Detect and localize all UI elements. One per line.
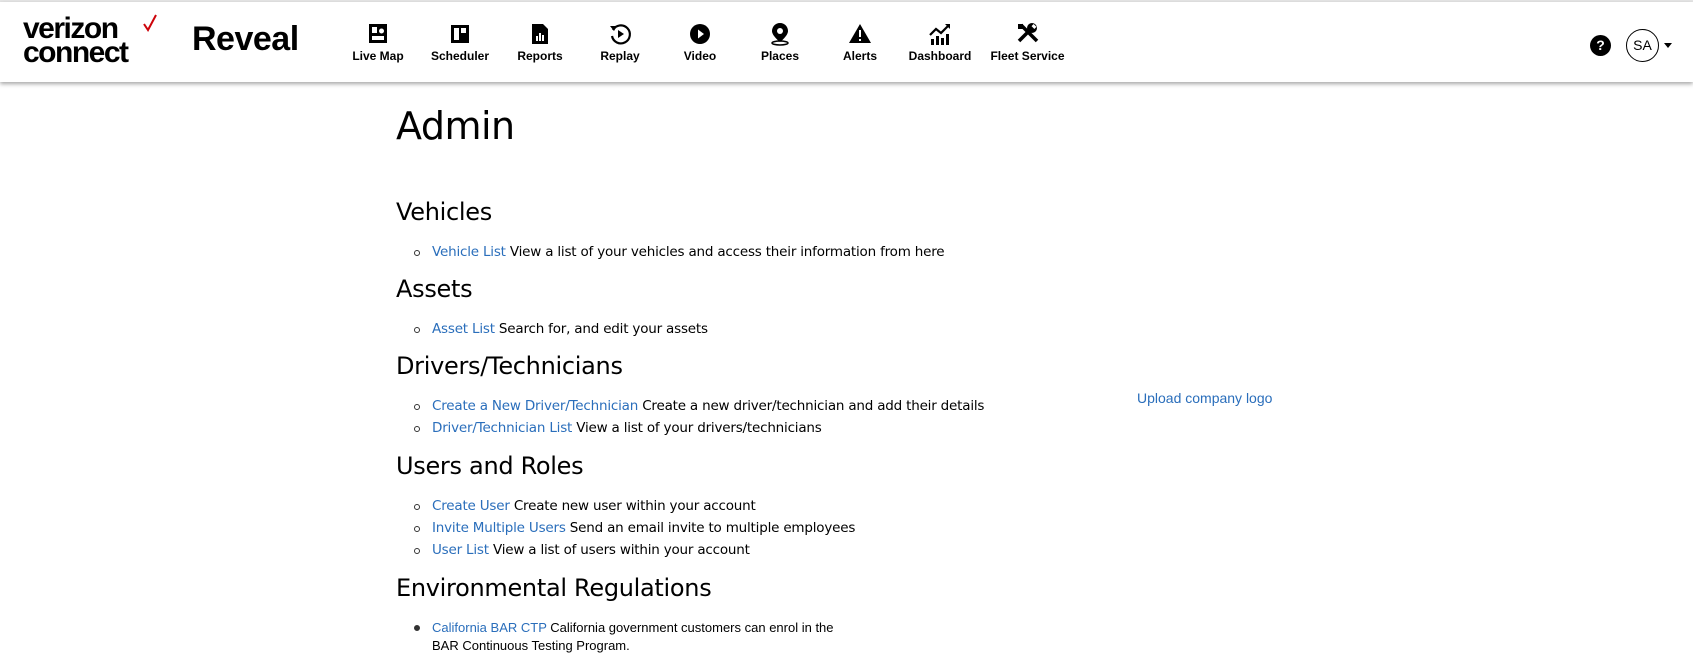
product-name: Reveal — [192, 20, 299, 58]
list-item — [432, 420, 822, 436]
list-item — [432, 321, 708, 337]
list-item — [432, 398, 984, 414]
nav-places[interactable] — [750, 22, 810, 63]
driver-list-link[interactable]: Driver/Technician List — [432, 420, 573, 436]
nav-label: Replay — [600, 49, 640, 63]
item-description: View a list of your vehicles and access their information from here — [509, 244, 945, 260]
reports-icon — [528, 22, 552, 46]
item-description: Create new user within your account — [513, 498, 756, 514]
nav-live-map[interactable] — [350, 22, 406, 63]
video-icon — [688, 22, 712, 46]
alerts-icon — [848, 22, 872, 46]
section-title-drivers: Drivers/Technicians — [396, 352, 623, 380]
logo-line-2: connect — [23, 36, 128, 69]
nav-dashboard[interactable] — [905, 22, 975, 63]
vehicle-list-link[interactable]: Vehicle List — [432, 244, 506, 260]
nav-fleet-service[interactable] — [985, 22, 1070, 63]
upload-company-logo-link[interactable]: Upload company logo — [1137, 390, 1273, 406]
nav-scheduler[interactable] — [425, 22, 495, 63]
fleet-service-icon — [1016, 22, 1040, 46]
nav-label: Dashboard — [908, 49, 972, 63]
nav-label: Places — [760, 49, 800, 63]
nav-label: Live Map — [352, 49, 404, 63]
list-item — [432, 520, 855, 536]
user-avatar[interactable]: SA — [1626, 29, 1659, 62]
section-title-users: Users and Roles — [396, 452, 584, 480]
top-navigation-bar — [0, 2, 1693, 82]
logo-check-icon — [143, 14, 157, 32]
logo-line-1: verizon — [23, 12, 118, 45]
nav-video[interactable] — [670, 22, 730, 63]
create-user-link[interactable]: Create User — [432, 498, 510, 514]
invite-multiple-users-link[interactable]: Invite Multiple Users — [432, 520, 566, 536]
chevron-down-icon[interactable] — [1664, 43, 1672, 48]
replay-icon — [608, 22, 632, 46]
list-item — [432, 498, 756, 514]
dashboard-icon — [928, 22, 952, 46]
nav-reports[interactable] — [510, 22, 570, 63]
nav-label: Scheduler — [430, 49, 490, 63]
nav-label: Alerts — [842, 49, 877, 63]
asset-list-link[interactable]: Asset List — [432, 321, 495, 337]
user-list-link[interactable]: User List — [432, 542, 489, 558]
list-item — [432, 244, 944, 260]
places-icon — [768, 22, 792, 46]
section-title-environmental: Environmental Regulations — [396, 574, 712, 602]
list-item — [432, 619, 862, 655]
create-driver-link[interactable]: Create a New Driver/Technician — [432, 398, 639, 414]
item-description: Send an email invite to multiple employees — [569, 520, 856, 536]
nav-label: Video — [683, 49, 717, 63]
scheduler-icon — [448, 22, 472, 46]
item-description: California government customers can enrol in the BAR Continuous Testing Program. — [432, 620, 834, 653]
item-description: Search for, and edit your assets — [498, 321, 708, 337]
map-icon — [366, 22, 390, 46]
help-button[interactable]: ? — [1590, 35, 1611, 56]
nav-replay[interactable] — [590, 22, 650, 63]
section-title-assets: Assets — [396, 275, 473, 303]
nav-alerts[interactable] — [830, 22, 890, 63]
section-title-vehicles: Vehicles — [396, 198, 492, 226]
page-title: Admin — [396, 104, 515, 148]
item-description: View a list of users within your account — [492, 542, 750, 558]
verizon-connect-logo[interactable] — [23, 14, 153, 68]
california-bar-ctp-link[interactable]: California BAR CTP — [432, 620, 547, 635]
nav-label: Fleet Service — [990, 49, 1065, 63]
item-description: View a list of your drivers/technicians — [576, 420, 822, 436]
nav-label: Reports — [517, 49, 563, 63]
item-description: Create a new driver/technician and add their details — [642, 398, 985, 414]
list-item — [432, 542, 750, 558]
